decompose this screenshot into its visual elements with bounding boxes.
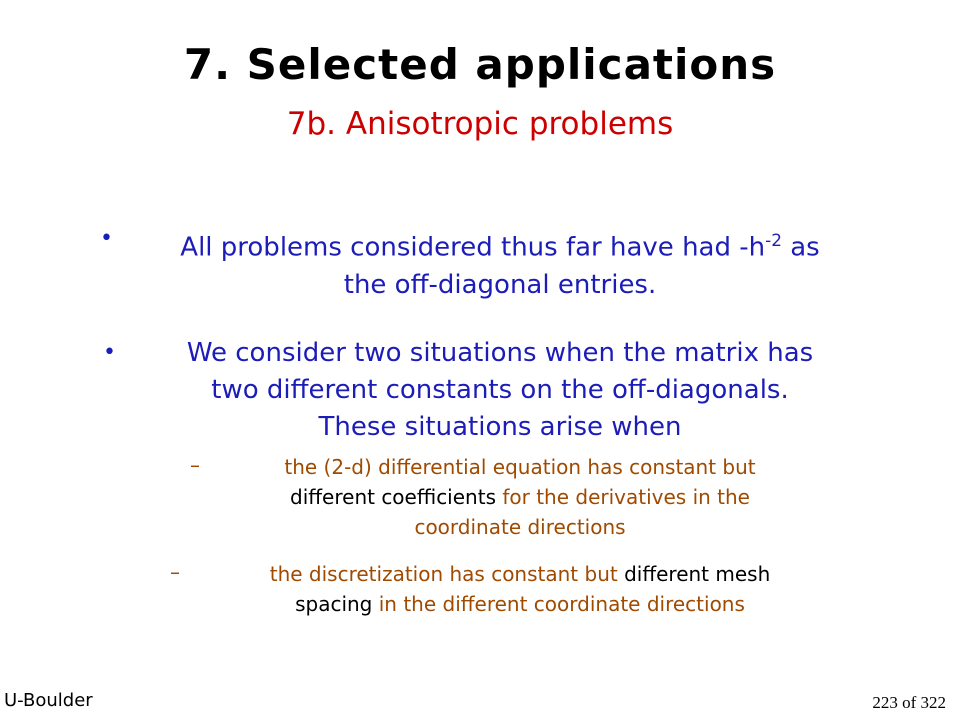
slide-subtitle: 7b. Anisotropic problems bbox=[286, 106, 674, 142]
sub-bullet-1-line-2-rest: for the derivatives in the bbox=[495, 485, 750, 509]
bullet-1-line-1-end: as bbox=[781, 232, 820, 263]
bullet-2-line-1: We consider two situations when the matrix has bbox=[186, 338, 814, 368]
bullet-1-line-1 bbox=[120, 222, 880, 267]
sub-dash: – bbox=[170, 560, 180, 584]
page-number: 223 of 322 bbox=[872, 693, 946, 712]
sub-bullet-1-line-3: coordinate directions bbox=[414, 515, 626, 539]
emphasis-text: different mesh bbox=[624, 562, 771, 586]
sub-bullet-2-line-2-rest: in the different coordinate directions bbox=[372, 592, 745, 616]
emphasis-text: different coefficients bbox=[290, 485, 496, 509]
bullet-dot: • bbox=[100, 226, 113, 251]
bullet-2-line-3: These situations arise when bbox=[318, 412, 682, 442]
bullet-2-line-2: two different constants on the off-diagonals. bbox=[211, 375, 789, 405]
bullet-dot: • bbox=[103, 340, 116, 365]
sub-dash: – bbox=[190, 453, 200, 477]
footer-copyright: U-Boulder bbox=[4, 690, 93, 711]
sub-bullet-1 bbox=[205, 452, 835, 542]
sub-bullet-2 bbox=[180, 559, 860, 619]
slide-title: 7. Selected applications bbox=[183, 40, 777, 89]
sub-bullet-2-line-2 bbox=[180, 589, 860, 619]
emphasis-text: spacing bbox=[295, 592, 373, 616]
sub-bullet-1-line-1: the (2-d) differential equation has constant but bbox=[284, 455, 756, 479]
bullet-1 bbox=[120, 222, 880, 304]
sub-bullet-2-line-1-text: the discretization has constant but bbox=[269, 562, 625, 586]
bullet-2 bbox=[120, 335, 880, 446]
sub-bullet-2-line-1 bbox=[180, 559, 860, 589]
exponent: -2 bbox=[765, 230, 782, 250]
bullet-1-line-2: the off-diagonal entries. bbox=[343, 269, 657, 300]
sub-bullet-1-line-2 bbox=[205, 482, 835, 512]
bullet-1-line-1-text: All problems considered thus far have had -h bbox=[180, 232, 766, 263]
